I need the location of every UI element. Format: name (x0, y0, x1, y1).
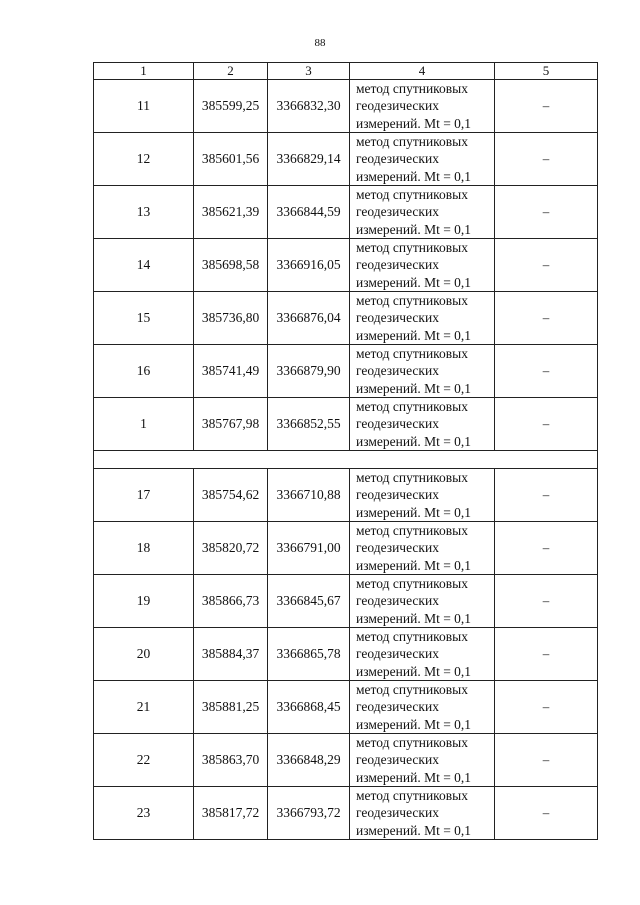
coordinates-table (93, 62, 598, 840)
point-number-cell: 20 (94, 628, 194, 681)
x-coordinate-cell: 385820,72 (194, 522, 268, 575)
x-coordinate-cell: 385767,98 (194, 398, 268, 451)
method-text-line: измерений. Mt = 0,1 (356, 433, 472, 449)
table-row (94, 80, 598, 133)
group-separator-row (94, 451, 598, 469)
method-text-line: измерений. Mt = 0,1 (356, 769, 472, 785)
header-cell-y: 3 (268, 63, 350, 80)
point-number-cell: 13 (94, 186, 194, 239)
table-row (94, 522, 598, 575)
method-text-line: измерений. Mt = 0,1 (356, 504, 472, 520)
x-coordinate-cell: 385736,80 (194, 292, 268, 345)
method-text-line: геодезических (356, 416, 439, 432)
point-number-cell: 19 (94, 575, 194, 628)
method-cell (350, 345, 495, 398)
method-cell (350, 522, 495, 575)
x-coordinate-cell: 385599,25 (194, 80, 268, 133)
point-number-cell: 18 (94, 522, 194, 575)
group-separator-cell (94, 451, 598, 469)
method-text-line: геодезических (356, 593, 439, 609)
method-cell (350, 787, 495, 840)
method-text-line: измерений. Mt = 0,1 (356, 380, 472, 396)
y-coordinate-cell: 3366916,05 (268, 239, 350, 292)
method-cell (350, 186, 495, 239)
header-cell-precision: 5 (495, 63, 598, 80)
point-number-cell: 14 (94, 239, 194, 292)
table-row (94, 734, 598, 787)
method-text-line: метод спутниковых (356, 240, 468, 256)
y-coordinate-cell: 3366829,14 (268, 133, 350, 186)
method-text-line: метод спутниковых (356, 523, 468, 539)
table-row (94, 345, 598, 398)
table-row (94, 239, 598, 292)
precision-dash-cell: – (495, 239, 598, 292)
x-coordinate-cell: 385621,39 (194, 186, 268, 239)
method-text-line: измерений. Mt = 0,1 (356, 221, 472, 237)
table-row (94, 787, 598, 840)
method-text-line: метод спутниковых (356, 399, 468, 415)
x-coordinate-cell: 385754,62 (194, 469, 268, 522)
method-text-line: метод спутниковых (356, 576, 468, 592)
method-text-line: геодезических (356, 487, 439, 503)
y-coordinate-cell: 3366879,90 (268, 345, 350, 398)
precision-dash-cell: – (495, 681, 598, 734)
point-number-cell: 16 (94, 345, 194, 398)
point-number-cell: 17 (94, 469, 194, 522)
coordinates-table-body (94, 63, 598, 840)
method-cell (350, 628, 495, 681)
y-coordinate-cell: 3366710,88 (268, 469, 350, 522)
method-text-line: метод спутниковых (356, 187, 468, 203)
y-coordinate-cell: 3366876,04 (268, 292, 350, 345)
x-coordinate-cell: 385601,56 (194, 133, 268, 186)
method-text-line: геодезических (356, 257, 439, 273)
precision-dash-cell: – (495, 628, 598, 681)
y-coordinate-cell: 3366845,67 (268, 575, 350, 628)
method-text-line: измерений. Mt = 0,1 (356, 327, 472, 343)
table-row (94, 133, 598, 186)
precision-dash-cell: – (495, 522, 598, 575)
y-coordinate-cell: 3366852,55 (268, 398, 350, 451)
method-text-line: геодезических (356, 646, 439, 662)
x-coordinate-cell: 385884,37 (194, 628, 268, 681)
method-cell (350, 681, 495, 734)
precision-dash-cell: – (495, 292, 598, 345)
method-text-line: измерений. Mt = 0,1 (356, 822, 472, 838)
y-coordinate-cell: 3366865,78 (268, 628, 350, 681)
point-number-cell: 21 (94, 681, 194, 734)
precision-dash-cell: – (495, 345, 598, 398)
method-text-line: метод спутниковых (356, 293, 468, 309)
header-cell-x: 2 (194, 63, 268, 80)
table-row (94, 469, 598, 522)
precision-dash-cell: – (495, 787, 598, 840)
method-text-line: измерений. Mt = 0,1 (356, 663, 472, 679)
method-text-line: метод спутниковых (356, 134, 468, 150)
table-row (94, 681, 598, 734)
method-text-line: метод спутниковых (356, 346, 468, 362)
header-row (94, 63, 598, 80)
x-coordinate-cell: 385817,72 (194, 787, 268, 840)
precision-dash-cell: – (495, 186, 598, 239)
method-cell (350, 292, 495, 345)
method-text-line: измерений. Mt = 0,1 (356, 716, 472, 732)
x-coordinate-cell: 385741,49 (194, 345, 268, 398)
table-row (94, 628, 598, 681)
precision-dash-cell: – (495, 575, 598, 628)
method-cell (350, 575, 495, 628)
method-text-line: измерений. Mt = 0,1 (356, 557, 472, 573)
point-number-cell: 11 (94, 80, 194, 133)
point-number-cell: 1 (94, 398, 194, 451)
x-coordinate-cell: 385698,58 (194, 239, 268, 292)
method-cell (350, 80, 495, 133)
header-cell-method: 4 (350, 63, 495, 80)
method-text-line: геодезических (356, 805, 439, 821)
y-coordinate-cell: 3366868,45 (268, 681, 350, 734)
precision-dash-cell: – (495, 469, 598, 522)
point-number-cell: 15 (94, 292, 194, 345)
method-text-line: метод спутниковых (356, 735, 468, 751)
y-coordinate-cell: 3366791,00 (268, 522, 350, 575)
y-coordinate-cell: 3366793,72 (268, 787, 350, 840)
method-text-line: измерений. Mt = 0,1 (356, 274, 472, 290)
method-text-line: геодезических (356, 98, 439, 114)
method-text-line: геодезических (356, 204, 439, 220)
table-row (94, 575, 598, 628)
method-text-line: измерений. Mt = 0,1 (356, 610, 472, 626)
method-text-line: геодезических (356, 310, 439, 326)
method-cell (350, 398, 495, 451)
point-number-cell: 12 (94, 133, 194, 186)
table-row (94, 398, 598, 451)
method-text-line: геодезических (356, 151, 439, 167)
precision-dash-cell: – (495, 398, 598, 451)
x-coordinate-cell: 385863,70 (194, 734, 268, 787)
y-coordinate-cell: 3366832,30 (268, 80, 350, 133)
point-number-cell: 23 (94, 787, 194, 840)
method-cell (350, 734, 495, 787)
x-coordinate-cell: 385866,73 (194, 575, 268, 628)
method-text-line: геодезических (356, 363, 439, 379)
method-text-line: измерений. Mt = 0,1 (356, 115, 472, 131)
method-text-line: геодезических (356, 752, 439, 768)
method-text-line: геодезических (356, 540, 439, 556)
method-text-line: метод спутниковых (356, 81, 468, 97)
y-coordinate-cell: 3366848,29 (268, 734, 350, 787)
method-text-line: метод спутниковых (356, 470, 468, 486)
header-cell-point: 1 (94, 63, 194, 80)
precision-dash-cell: – (495, 133, 598, 186)
table-row (94, 186, 598, 239)
page-number: 88 (314, 37, 326, 49)
precision-dash-cell: – (495, 734, 598, 787)
y-coordinate-cell: 3366844,59 (268, 186, 350, 239)
precision-dash-cell: – (495, 80, 598, 133)
method-text-line: метод спутниковых (356, 788, 468, 804)
method-cell (350, 239, 495, 292)
method-text-line: геодезических (356, 699, 439, 715)
x-coordinate-cell: 385881,25 (194, 681, 268, 734)
point-number-cell: 22 (94, 734, 194, 787)
method-cell (350, 133, 495, 186)
method-text-line: метод спутниковых (356, 682, 468, 698)
method-cell (350, 469, 495, 522)
table-row (94, 292, 598, 345)
method-text-line: измерений. Mt = 0,1 (356, 168, 472, 184)
method-text-line: метод спутниковых (356, 629, 468, 645)
